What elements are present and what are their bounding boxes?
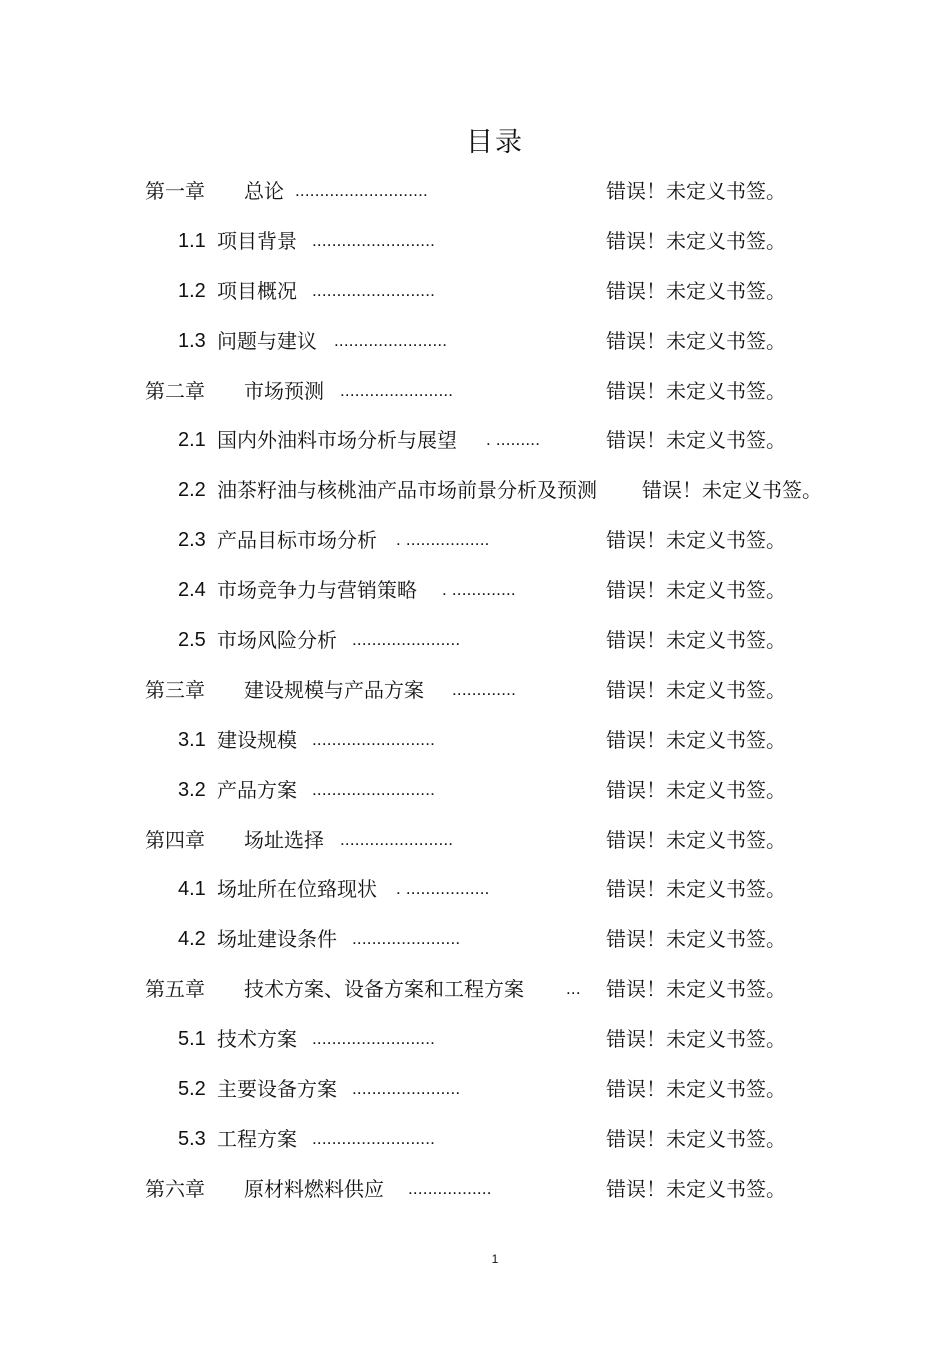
toc-entry-leader: ...................... bbox=[352, 929, 461, 949]
toc-entry-page-ref[interactable]: 错误！未定义书签。 bbox=[606, 877, 786, 902]
toc-entry-leader: . ......... bbox=[486, 430, 541, 450]
toc-entry-title: 工程方案 bbox=[217, 1126, 297, 1151]
toc-entry-section-1-3[interactable] bbox=[0, 316, 950, 366]
toc-entry-title: 建设规模 bbox=[217, 727, 297, 752]
toc-entry-page-ref[interactable]: 错误！未定义书签。 bbox=[606, 827, 786, 852]
toc-entry-leader: ......................... bbox=[312, 729, 436, 749]
toc-entry-title: 问题与建议 bbox=[217, 328, 317, 353]
toc-entry-leader: ................. bbox=[408, 1178, 492, 1198]
toc-entry-chapter-6[interactable] bbox=[0, 1164, 950, 1214]
toc-entry-number: 第六章 bbox=[145, 1176, 205, 1201]
toc-entry-number: 5.3 bbox=[178, 1127, 206, 1150]
toc-entry-number: 2.3 bbox=[178, 529, 206, 552]
toc-entry-page-ref[interactable]: 错误！未定义书签。 bbox=[606, 578, 786, 603]
toc-entry-leader: ......................... bbox=[312, 230, 436, 250]
toc-entry-leader: ...................... bbox=[352, 1079, 461, 1099]
toc-entry-section-3-2[interactable] bbox=[0, 765, 950, 815]
toc-entry-section-3-1[interactable] bbox=[0, 715, 950, 765]
toc-entry-number: 2.4 bbox=[178, 579, 206, 602]
toc-entry-title: 项目概况 bbox=[217, 278, 297, 303]
toc-entry-page-ref[interactable]: 错误！未定义书签。 bbox=[606, 528, 786, 553]
toc-entry-section-2-4[interactable] bbox=[0, 565, 950, 615]
toc-entry-leader: . ................. bbox=[396, 879, 490, 899]
toc-entry-number: 1.2 bbox=[178, 279, 206, 302]
toc-entry-page-ref[interactable]: 错误！未定义书签。 bbox=[606, 677, 786, 702]
toc-entry-title: 市场竞争力与营销策略 bbox=[217, 578, 417, 603]
toc-entry-leader: ...................... bbox=[352, 630, 461, 650]
toc-entry-page-ref[interactable]: 错误！未定义书签。 bbox=[606, 977, 786, 1002]
toc-entry-title: 国内外油料市场分析与展望 bbox=[217, 428, 457, 453]
toc-entry-number: 4.2 bbox=[178, 928, 206, 951]
toc-entry-leader: ......................... bbox=[312, 779, 436, 799]
toc-entry-leader: . ............. bbox=[442, 580, 516, 600]
toc-entry-number: 4.1 bbox=[178, 878, 206, 901]
toc-entry-title: 项目背景 bbox=[217, 228, 297, 253]
toc-entry-number: 第五章 bbox=[145, 977, 205, 1002]
toc-entry-page-ref[interactable]: 错误！未定义书签。 bbox=[606, 1027, 786, 1052]
toc-entry-chapter-2[interactable] bbox=[0, 366, 950, 416]
toc-entry-leader: . ................. bbox=[396, 530, 490, 550]
table-of-contents bbox=[0, 166, 950, 1214]
toc-entry-section-4-2[interactable] bbox=[0, 914, 950, 964]
toc-entry-number: 2.2 bbox=[178, 479, 206, 502]
toc-entry-chapter-5[interactable] bbox=[0, 964, 950, 1014]
toc-entry-title: 场址建设条件 bbox=[217, 927, 337, 952]
toc-entry-title: 产品目标市场分析 bbox=[217, 528, 377, 553]
toc-entry-number: 2.5 bbox=[178, 629, 206, 652]
toc-entry-page-ref[interactable]: 错误！未定义书签。 bbox=[606, 228, 786, 253]
page-number: 1 bbox=[491, 1252, 499, 1266]
toc-entry-leader: ........................... bbox=[295, 181, 428, 200]
toc-entry-number: 1.3 bbox=[178, 329, 206, 352]
toc-entry-page-ref[interactable]: 错误！未定义书签。 bbox=[642, 478, 822, 503]
toc-entry-page-ref[interactable]: 错误！未定义书签。 bbox=[606, 179, 786, 203]
toc-entry-leader: ... bbox=[566, 979, 581, 999]
toc-entry-title: 市场风险分析 bbox=[217, 628, 337, 653]
toc-entry-page-ref[interactable]: 错误！未定义书签。 bbox=[606, 1126, 786, 1151]
toc-entry-section-5-1[interactable] bbox=[0, 1014, 950, 1064]
toc-entry-title: 技术方案、设备方案和工程方案 bbox=[244, 977, 524, 1002]
toc-entry-number: 1.1 bbox=[178, 229, 206, 252]
toc-entry-section-5-3[interactable] bbox=[0, 1114, 950, 1164]
toc-entry-section-2-5[interactable] bbox=[0, 615, 950, 665]
toc-entry-section-2-3[interactable] bbox=[0, 515, 950, 565]
toc-entry-page-ref[interactable]: 错误！未定义书签。 bbox=[606, 1176, 786, 1201]
toc-entry-chapter-3[interactable] bbox=[0, 665, 950, 715]
toc-entry-number: 第四章 bbox=[145, 827, 205, 852]
toc-entry-title: 建设规模与产品方案 bbox=[244, 677, 424, 702]
toc-entry-title: 市场预测 bbox=[244, 378, 324, 403]
toc-entry-page-ref[interactable]: 错误！未定义书签。 bbox=[606, 927, 786, 952]
toc-entry-page-ref[interactable]: 错误！未定义书签。 bbox=[606, 328, 786, 353]
toc-entry-number: 5.2 bbox=[178, 1078, 206, 1101]
toc-entry-title: 场址选择 bbox=[244, 827, 324, 852]
toc-entry-section-2-1[interactable] bbox=[0, 415, 950, 465]
toc-entry-chapter-4[interactable] bbox=[0, 815, 950, 865]
toc-entry-leader: ......................... bbox=[312, 1029, 436, 1049]
toc-entry-page-ref[interactable]: 错误！未定义书签。 bbox=[606, 278, 786, 303]
toc-entry-leader: ....................... bbox=[334, 330, 448, 350]
toc-entry-number: 第二章 bbox=[145, 378, 205, 403]
toc-entry-section-1-1[interactable] bbox=[0, 216, 950, 266]
toc-entry-page-ref[interactable]: 错误！未定义书签。 bbox=[606, 777, 786, 802]
toc-entry-leader: ......................... bbox=[312, 1128, 436, 1148]
toc-entry-section-2-2[interactable] bbox=[0, 465, 950, 515]
toc-entry-title: 技术方案 bbox=[217, 1027, 297, 1052]
toc-entry-leader: ......................... bbox=[312, 280, 436, 300]
toc-entry-number: 3.1 bbox=[178, 728, 206, 751]
toc-entry-chapter-1[interactable] bbox=[0, 166, 950, 216]
toc-entry-number: 2.1 bbox=[178, 429, 206, 452]
toc-entry-title: 主要设备方案 bbox=[217, 1077, 337, 1102]
toc-entry-page-ref[interactable]: 错误！未定义书签。 bbox=[606, 378, 786, 403]
toc-entry-page-ref[interactable]: 错误！未定义书签。 bbox=[606, 628, 786, 653]
toc-entry-title: 油茶籽油与核桃油产品市场前景分析及预测 bbox=[217, 478, 597, 503]
toc-entry-leader: ....................... bbox=[340, 380, 454, 400]
toc-entry-page-ref[interactable]: 错误！未定义书签。 bbox=[606, 428, 786, 453]
toc-entry-title: 产品方案 bbox=[217, 777, 297, 802]
toc-entry-number: 3.2 bbox=[178, 778, 206, 801]
toc-entry-title: 原材料燃料供应 bbox=[244, 1176, 384, 1201]
toc-entry-section-5-2[interactable] bbox=[0, 1064, 950, 1114]
page-title: 目录 bbox=[466, 127, 524, 158]
toc-entry-page-ref[interactable]: 错误！未定义书签。 bbox=[606, 727, 786, 752]
toc-entry-number: 5.1 bbox=[178, 1028, 206, 1051]
toc-entry-number: 第一章 bbox=[145, 179, 205, 203]
toc-entry-page-ref[interactable]: 错误！未定义书签。 bbox=[606, 1077, 786, 1102]
toc-entry-section-4-1[interactable] bbox=[0, 864, 950, 914]
toc-entry-title: 总论 bbox=[244, 179, 284, 203]
toc-entry-title: 场址所在位臵现状 bbox=[217, 877, 377, 902]
toc-entry-section-1-2[interactable] bbox=[0, 266, 950, 316]
toc-entry-leader: ....................... bbox=[340, 829, 454, 849]
toc-entry-leader: ............. bbox=[452, 679, 517, 699]
toc-entry-number: 第三章 bbox=[145, 677, 205, 702]
